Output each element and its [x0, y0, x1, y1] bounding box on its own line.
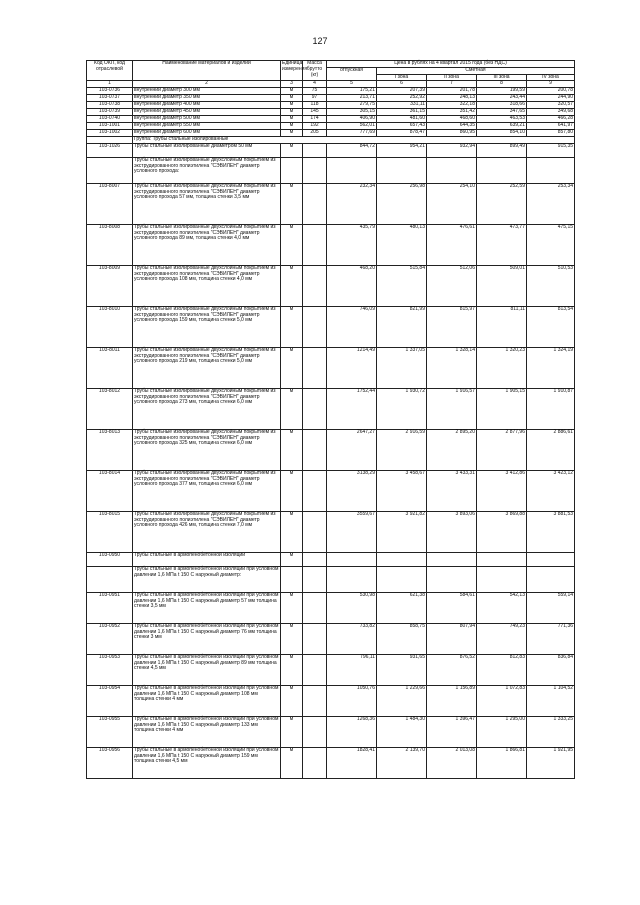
cell-zone-2: 201,78	[427, 88, 477, 95]
cell-unit: м	[281, 306, 303, 347]
cell-zone-1: 1 484,30	[377, 716, 427, 747]
cell-code: 103-1026	[87, 143, 133, 157]
cell-mass	[303, 552, 327, 566]
cell-unit: м	[281, 654, 303, 685]
table-row	[87, 306, 575, 347]
cell-zone-3	[477, 566, 527, 592]
cell-mass	[303, 623, 327, 654]
cell-zone-3: 639,21	[477, 123, 527, 130]
cell-zone-3: 854,10	[477, 130, 527, 137]
cell-name: Трубы стальные изолированные двухслойным покрытием из экструдированного полиэтилена "СЭВИЛЕН" диаметр условного прохода 108 мм, толщина стенки 4,0 мм	[133, 265, 281, 306]
cell-mass: 145	[303, 109, 327, 116]
cell-zone-4: 466,28	[527, 116, 575, 123]
cell-mass: 118	[303, 102, 327, 109]
column-number: 9	[527, 81, 575, 88]
cell-zone-1: 878,47	[377, 130, 427, 137]
cell-zone-1: 3 458,67	[377, 470, 427, 511]
cell-name: внутренний диаметр 400 мм	[133, 102, 281, 109]
cell-zone-2: 815,97	[427, 306, 477, 347]
cell-unit: м	[281, 592, 303, 623]
cell-zone-1: 2 916,59	[377, 429, 427, 470]
header-zone-2: II зона	[427, 74, 477, 81]
cell-zone-2: 860,95	[427, 130, 477, 137]
cell-unit: м	[281, 747, 303, 778]
table-row	[87, 183, 575, 224]
cell-name: внутренний диаметр 450 мм	[133, 109, 281, 116]
cell-unit: м	[281, 88, 303, 95]
cell-zone-3: 2 877,96	[477, 429, 527, 470]
cell-code: 103-0956	[87, 747, 133, 778]
header-unit: Единица измерения	[281, 61, 303, 81]
cell-name: внутренний диаметр 500 мм	[133, 116, 281, 123]
cell-mass: 192	[303, 123, 327, 130]
cell-zone-2: 2 895,20	[427, 429, 477, 470]
column-number: 2	[133, 81, 281, 88]
column-number: 8	[477, 81, 527, 88]
cell-mass	[303, 566, 327, 592]
cell-release-price	[327, 566, 377, 592]
cell-release-price: 777,69	[327, 130, 377, 137]
cell-zone-1: 252,92	[377, 95, 427, 102]
cell-zone-3: 347,65	[477, 109, 527, 116]
cell-zone-3: 199,59	[477, 88, 527, 95]
header-zone-4: IV зона	[527, 74, 575, 81]
cell-unit: м	[281, 552, 303, 566]
cell-release-price: 2647,27	[327, 429, 377, 470]
cell-unit: м	[281, 130, 303, 137]
cell-zone-3: 1 072,83	[477, 685, 527, 716]
table-row	[87, 716, 575, 747]
header-release-price: отпускная	[327, 67, 377, 81]
cell-zone-1: 1 229,66	[377, 685, 427, 716]
cell-zone-1: 1 930,72	[377, 388, 427, 429]
cell-mass	[303, 388, 327, 429]
cell-name: внутренний диаметр 550 мм	[133, 123, 281, 130]
cell-zone-4: 1 324,19	[527, 347, 575, 388]
cell-release-price: 3138,29	[327, 470, 377, 511]
cell-code: 103-8013	[87, 429, 133, 470]
cell-zone-1: 2 139,70	[377, 747, 427, 778]
cell-unit	[281, 157, 303, 183]
cell-zone-2: 876,52	[427, 654, 477, 685]
price-table	[86, 60, 575, 779]
cell-zone-2: 351,42	[427, 109, 477, 116]
cell-mass	[303, 224, 327, 265]
cell-zone-2: 644,35	[427, 123, 477, 130]
cell-zone-3: 749,23	[477, 623, 527, 654]
cell-unit: м	[281, 388, 303, 429]
cell-zone-3: 463,53	[477, 116, 527, 123]
column-number: 3	[281, 81, 303, 88]
cell-zone-1: 515,84	[377, 265, 427, 306]
cell-zone-3: 1 320,23	[477, 347, 527, 388]
cell-zone-4: 915,35	[527, 143, 575, 157]
column-number: 6	[377, 81, 427, 88]
cell-name: Трубы стальные изолированные двухслойным покрытием из экструдированного полиэтилена "СЭВИЛЕН" диаметр условного прохода 426 мм, толщина стенки 7,0 мм	[133, 511, 281, 552]
cell-zone-2: 584,61	[427, 592, 477, 623]
cell-name: Трубы стальные в армопенобетонной изоляции при условном давлении 1,6 МПа t 150 С наружный диаметр:	[133, 566, 281, 592]
cell-unit	[281, 566, 303, 592]
cell-zone-1	[377, 566, 427, 592]
cell-name: Трубы стальные в армопенобетонной изоляции при условном давлении 1,6 МПа t 150 С наружный диаметр 89 мм толщина стенки 4,5 мм	[133, 654, 281, 685]
cell-mass: 97	[303, 95, 327, 102]
cell-name: Трубы стальные изолированные двухслойным покрытием из экструдированного полиэтилена "СЭВИЛЕН" диаметр условного прохода:	[133, 157, 281, 183]
cell-zone-3: 509,01	[477, 265, 527, 306]
cell-zone-3: 542,13	[477, 592, 527, 623]
cell-zone-3: 473,77	[477, 224, 527, 265]
cell-zone-1: 657,43	[377, 123, 427, 130]
table-row	[87, 552, 575, 566]
column-number: 7	[427, 81, 477, 88]
cell-zone-2: 468,60	[427, 116, 477, 123]
cell-zone-1	[377, 552, 427, 566]
cell-code: 103-0740	[87, 116, 133, 123]
cell-mass	[303, 716, 327, 747]
cell-zone-3: 811,11	[477, 306, 527, 347]
cell-name: Трубы стальные изолированные двухслойным покрытием из экструдированного полиэтилена "СЭВИЛЕН" диаметр условного прохода 273 мм, толщина стенки 6,0 мм	[133, 388, 281, 429]
cell-unit: м	[281, 109, 303, 116]
cell-release-price: 279,75	[327, 102, 377, 109]
cell-zone-4: 3 423,12	[527, 470, 575, 511]
cell-mass	[303, 265, 327, 306]
cell-mass	[303, 747, 327, 778]
cell-mass: 174	[303, 116, 327, 123]
cell-zone-1: 931,65	[377, 654, 427, 685]
cell-zone-1: 821,99	[377, 306, 427, 347]
cell-zone-2	[427, 157, 477, 183]
cell-name: Трубы стальные изолированные диаметром 50 мм	[133, 143, 281, 157]
cell-release-price: 435,79	[327, 224, 377, 265]
cell-release-price: 3559,67	[327, 511, 377, 552]
table-body-bottom	[87, 143, 575, 778]
cell-zone-2: 1 396,47	[427, 716, 477, 747]
cell-code: 103-0739	[87, 109, 133, 116]
cell-zone-3	[477, 157, 527, 183]
cell-unit: м	[281, 470, 303, 511]
cell-zone-3: 812,83	[477, 654, 527, 685]
cell-zone-1: 3 921,82	[377, 511, 427, 552]
cell-release-price: 1214,49	[327, 347, 377, 388]
cell-code: 103-0736	[87, 88, 133, 95]
cell-mass	[303, 429, 327, 470]
column-number: 1	[87, 81, 133, 88]
table-row	[87, 470, 575, 511]
cell-unit: м	[281, 347, 303, 388]
table-row	[87, 388, 575, 429]
cell-unit: м	[281, 123, 303, 130]
cell-release-price: 468,20	[327, 265, 377, 306]
cell-zone-1: 481,60	[377, 116, 427, 123]
table-row	[87, 623, 575, 654]
cell-release-price: 733,82	[327, 623, 377, 654]
cell-code: 103-8007	[87, 183, 133, 224]
cell-name: Трубы стальные в армопенобетонной изоляции при условном давлении 1,6 МПа t 150 С наружный диаметр 57 мм толщина стенки 3,5 мм	[133, 592, 281, 623]
cell-unit: м	[281, 102, 303, 109]
cell-code: 103-0953	[87, 654, 133, 685]
cell-mass	[303, 183, 327, 224]
table-row	[87, 685, 575, 716]
cell-zone-3: 1 866,81	[477, 747, 527, 778]
cell-code: 103-0952	[87, 623, 133, 654]
cell-zone-1: 331,11	[377, 102, 427, 109]
cell-name: Трубы стальные в армопенобетонной изоляции	[133, 552, 281, 566]
table-row	[87, 592, 575, 623]
cell-code: 103-8008	[87, 224, 133, 265]
cell-zone-4: 771,36	[527, 623, 575, 654]
cell-zone-4: 1 921,95	[527, 747, 575, 778]
cell-release-price: 1050,76	[327, 685, 377, 716]
cell-name: Трубы стальные изолированные двухслойным покрытием из экструдированного полиэтилена "СЭВИЛЕН" диаметр условного прохода 219 мм, толщина стенки 5,0 мм	[133, 347, 281, 388]
cell-zone-1: 361,15	[377, 109, 427, 116]
cell-zone-2: 1 156,89	[427, 685, 477, 716]
cell-mass: 75	[303, 88, 327, 95]
cell-code: 103-0737	[87, 95, 133, 102]
cell-code: 103-0951	[87, 592, 133, 623]
cell-zone-3: 252,59	[477, 183, 527, 224]
cell-zone-2: 512,06	[427, 265, 477, 306]
cell-code: 103-1002	[87, 130, 133, 137]
cell-release-price: 1828,41	[327, 747, 377, 778]
cell-code: 103-8010	[87, 306, 133, 347]
cell-zone-4: 2 886,61	[527, 429, 575, 470]
cell-mass	[303, 157, 327, 183]
cell-zone-4	[527, 552, 575, 566]
table-row	[87, 224, 575, 265]
cell-zone-2: 932,94	[427, 143, 477, 157]
cell-name: Трубы стальные изолированные двухслойным покрытием из экструдированного полиэтилена "СЭВИЛЕН" диаметр условного прохода 57 мм, толщина стенки 3,5 мм	[133, 183, 281, 224]
cell-zone-4	[527, 157, 575, 183]
cell-release-price: 305,15	[327, 109, 377, 116]
cell-unit: м	[281, 183, 303, 224]
cell-release-price	[327, 552, 377, 566]
cell-zone-1: 256,98	[377, 183, 427, 224]
cell-code: 103-0955	[87, 716, 133, 747]
cell-code: 103-0738	[87, 102, 133, 109]
cell-zone-4: 1 333,25	[527, 716, 575, 747]
cell-zone-1: 207,39	[377, 88, 427, 95]
cell-unit: м	[281, 143, 303, 157]
cell-zone-2	[427, 552, 477, 566]
group-header: Группа: Трубы стальные изолированные	[133, 137, 575, 144]
cell-unit: м	[281, 429, 303, 470]
cell-code	[87, 566, 133, 592]
cell-code: 103-0950	[87, 552, 133, 566]
cell-zone-4: 1 910,87	[527, 388, 575, 429]
cell-unit: м	[281, 265, 303, 306]
header-zone-1: I зона	[377, 74, 427, 81]
cell-name: Трубы стальные в армопенобетонной изоляции при условном давлении 1,6 МПа t 150 С наружный диаметр 76 мм толщина стенки 3 мм	[133, 623, 281, 654]
cell-zone-2: 807,94	[427, 623, 477, 654]
table-row	[87, 157, 575, 183]
cell-unit: м	[281, 716, 303, 747]
cell-zone-4: 510,53	[527, 265, 575, 306]
cell-release-price: 530,98	[327, 592, 377, 623]
cell-zone-2: 2 013,08	[427, 747, 477, 778]
cell-release-price: 844,72	[327, 143, 377, 157]
column-number: 5	[327, 81, 377, 88]
header-estimate-price: Сметная	[377, 67, 575, 74]
cell-release-price: 562,01	[327, 123, 377, 130]
cell-zone-3: 899,49	[477, 143, 527, 157]
cell-release-price: 1752,44	[327, 388, 377, 429]
cell-zone-2: 3 433,31	[427, 470, 477, 511]
cell-zone-4: 200,78	[527, 88, 575, 95]
cell-zone-4: 475,15	[527, 224, 575, 265]
cell-release-price: 232,34	[327, 183, 377, 224]
cell-release-price	[327, 157, 377, 183]
cell-zone-4: 857,80	[527, 130, 575, 137]
table-body-top	[87, 88, 575, 137]
cell-zone-2: 322,18	[427, 102, 477, 109]
cell-mass	[303, 511, 327, 552]
cell-name: внутренний диаметр 600 мм	[133, 130, 281, 137]
cell-zone-2: 1 328,14	[427, 347, 477, 388]
cell-mass	[303, 143, 327, 157]
cell-release-price: 746,09	[327, 306, 377, 347]
cell-zone-4: 559,14	[527, 592, 575, 623]
cell-zone-4: 1 104,52	[527, 685, 575, 716]
header-zone-3: III зона	[477, 74, 527, 81]
header-name: Наименование материалов и изделий	[133, 61, 281, 81]
cell-release-price: 213,71	[327, 95, 377, 102]
table-row	[87, 347, 575, 388]
cell-zone-1: 858,75	[377, 623, 427, 654]
cell-zone-2	[427, 566, 477, 592]
cell-zone-2: 248,13	[427, 95, 477, 102]
cell-zone-4: 253,34	[527, 183, 575, 224]
cell-code: 103-8014	[87, 470, 133, 511]
cell-zone-1	[377, 157, 427, 183]
cell-zone-3	[477, 552, 527, 566]
cell-mass	[303, 306, 327, 347]
header-price: Цена в рублях на 4 квартал 2015 года (без НДС)	[327, 61, 575, 68]
cell-zone-3: 3 869,88	[477, 511, 527, 552]
cell-zone-3: 243,44	[477, 95, 527, 102]
cell-name: Трубы стальные изолированные двухслойным покрытием из экструдированного полиэтилена "СЭВИЛЕН" диаметр условного прохода 325 мм, толщина стенки 6,0 мм	[133, 429, 281, 470]
cell-unit: м	[281, 95, 303, 102]
table-row	[87, 654, 575, 685]
cell-mass	[303, 347, 327, 388]
cell-zone-1: 621,38	[377, 592, 427, 623]
table-row	[87, 265, 575, 306]
cell-release-price: 175,21	[327, 88, 377, 95]
column-number: 4	[303, 81, 327, 88]
cell-zone-4: 836,84	[527, 654, 575, 685]
cell-zone-4: 349,68	[527, 109, 575, 116]
cell-mass	[303, 654, 327, 685]
cell-zone-4	[527, 566, 575, 592]
cell-mass	[303, 685, 327, 716]
cell-zone-4: 3 881,53	[527, 511, 575, 552]
cell-name: Трубы стальные в армопенобетонной изоляции при условном давлении 1,6 МПа t 150 С наружный диаметр 108 мм толщина стенки 4 мм	[133, 685, 281, 716]
cell-code: 103-0954	[87, 685, 133, 716]
table-row	[87, 429, 575, 470]
cell-zone-2: 3 893,06	[427, 511, 477, 552]
cell-zone-1: 1 337,05	[377, 347, 427, 388]
cell-zone-4: 244,90	[527, 95, 575, 102]
cell-zone-4: 320,57	[527, 102, 575, 109]
cell-code: 103-8015	[87, 511, 133, 552]
cell-release-price: 796,11	[327, 654, 377, 685]
cell-unit: м	[281, 623, 303, 654]
cell-zone-3: 318,66	[477, 102, 527, 109]
cell-mass: 205	[303, 130, 327, 137]
cell-zone-3: 1 295,00	[477, 716, 527, 747]
cell-code	[87, 157, 133, 183]
cell-name: Трубы стальные изолированные двухслойным покрытием из экструдированного полиэтилена "СЭВИЛЕН" диаметр условного прохода 377 мм, толщина стенки 6,0 мм	[133, 470, 281, 511]
cell-zone-3: 3 412,86	[477, 470, 527, 511]
cell-mass	[303, 470, 327, 511]
cell-name: Трубы стальные в армопенобетонной изоляции при условном давлении 1,6 МПа t 150 С наружный диаметр 159 мм толщина стенки 4,5 мм	[133, 747, 281, 778]
header-code: Код ОКП, код отраслевой	[87, 61, 133, 81]
cell-release-price: 1268,36	[327, 716, 377, 747]
cell-unit: м	[281, 224, 303, 265]
cell-zone-4: 641,97	[527, 123, 575, 130]
cell-name: внутренний диаметр 300 мм	[133, 88, 281, 95]
cell-name: Трубы стальные изолированные двухслойным покрытием из экструдированного полиэтилена "СЭВИЛЕН" диаметр условного прохода 89 мм, толщина стенки 4,0 мм	[133, 224, 281, 265]
cell-code: 103-8012	[87, 388, 133, 429]
cell-zone-2: 254,10	[427, 183, 477, 224]
cell-code: 103-1001	[87, 123, 133, 130]
cell-zone-1: 480,13	[377, 224, 427, 265]
cell-zone-3: 1 905,15	[477, 388, 527, 429]
cell-zone-4: 813,54	[527, 306, 575, 347]
cell-unit: м	[281, 511, 303, 552]
header-mass: Масса брутто (кг)	[303, 61, 327, 81]
table-row	[87, 143, 575, 157]
table-row	[87, 747, 575, 778]
cell-mass	[303, 592, 327, 623]
page-number: 127	[312, 36, 328, 46]
cell-release-price: 406,90	[327, 116, 377, 123]
cell-code: 103-8011	[87, 347, 133, 388]
cell-name: Трубы стальные в армопенобетонной изоляции при условном давлении 1,6 МПа t 150 С наружный диаметр 133 мм толщина стенки 4 мм	[133, 716, 281, 747]
cell-unit: м	[281, 116, 303, 123]
cell-unit: м	[281, 685, 303, 716]
table-row	[87, 511, 575, 552]
cell-zone-2: 1 916,57	[427, 388, 477, 429]
cell-name: Трубы стальные изолированные двухслойным покрытием из экструдированного полиэтилена "СЭВИЛЕН" диаметр условного прохода 159 мм, толщина стенки 5,0 мм	[133, 306, 281, 347]
cell-code: 103-8009	[87, 265, 133, 306]
cell-zone-2: 476,61	[427, 224, 477, 265]
table-row	[87, 566, 575, 592]
cell-name: внутренний диаметр 350 мм	[133, 95, 281, 102]
cell-zone-1: 954,21	[377, 143, 427, 157]
